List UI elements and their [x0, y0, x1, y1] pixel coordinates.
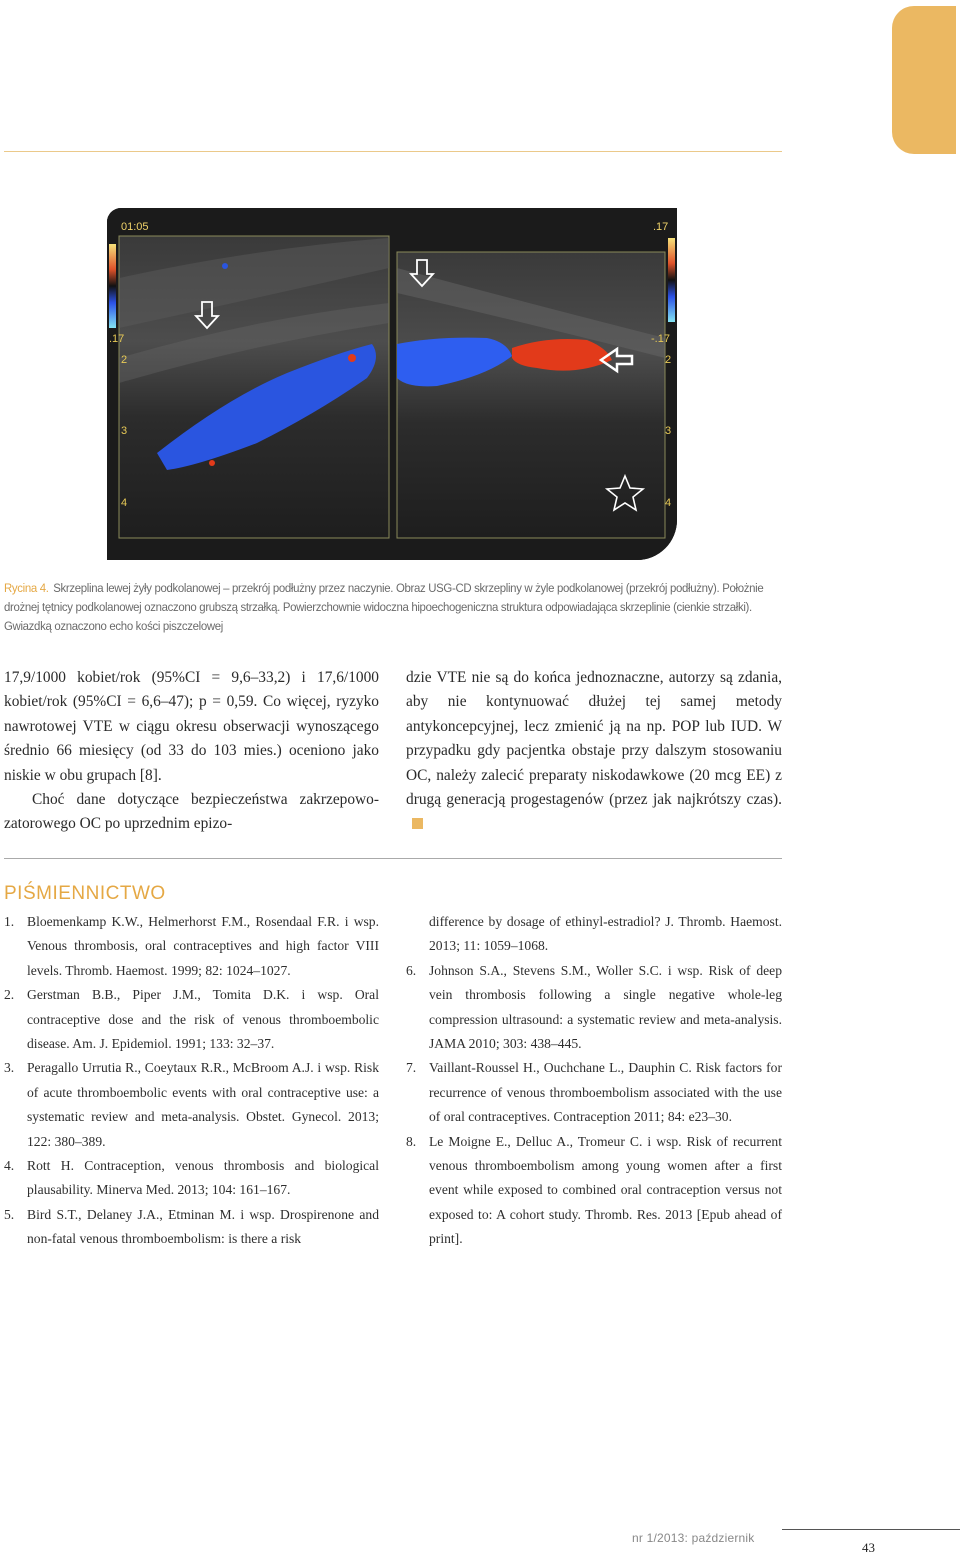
reference-number: 6.: [406, 962, 417, 978]
references-title: PIŚMIENNICTWO: [4, 883, 166, 904]
reference-item: [4, 983, 379, 1056]
reference-number: 7.: [406, 1060, 417, 1076]
page-number: 43: [862, 1540, 875, 1555]
body-paragraph: 17,9/1000 kobiet/rok (95%CI = 9,6–33,2) i 17,6/1000 kobiet/rok (95%CI = 6,6–47); p = 0,59. Co więcej, ryzyko nawrotowej VTE w ciągu okresu obserwacji wynoszącego średnio 66 miesięcy (od 33 do 103 mies.) oceniono jako niskie w obu grupach [8].: [4, 669, 379, 784]
footer-divider: [782, 1529, 960, 1530]
reference-item: [4, 1056, 379, 1154]
reference-number: 5.: [4, 1206, 15, 1222]
depth-mark: 2: [665, 354, 672, 366]
reference-text: Gerstman B.B., Piper J.M., Tomita D.K. i wsp. Oral contraceptive dose and the risk of venous thromboembolic disease. Am. J. Epidemiol. 1991; 133: 32–37.: [27, 987, 379, 1052]
reference-item: [406, 959, 782, 1057]
ultrasound-image: [107, 208, 677, 560]
end-mark-icon: [412, 818, 423, 829]
body-paragraph: [406, 666, 782, 837]
issue-label: nr 1/2013: październik: [632, 1531, 755, 1545]
reference-item-continued: difference by dosage of ethinyl-estradiol? J. Thromb. Haemost. 2013; 11: 1059–1068.: [429, 914, 782, 954]
reference-item: [4, 1154, 379, 1203]
reference-text: Vaillant-Roussel H., Ouchchane L., Dauphin C. Risk factors for recurrence of venous thromboembolism associated with the use of oral contraceptives. Contraception 2011; 84: e23–30.: [429, 1060, 782, 1125]
references-column-right: [406, 910, 782, 1252]
reference-text: Johnson S.A., Stevens S.M., Woller S.C. i wsp. Risk of deep vein thrombosis following a single negative whole-leg compression ultrasound: a systematic review and meta-analysis. JAMA 2010; 303: 438–445.: [429, 962, 782, 1052]
depth-mark: 3: [665, 425, 672, 437]
depth-mark: 3: [121, 425, 128, 437]
time-readout: 01:05: [121, 221, 149, 233]
reference-number: 3.: [4, 1060, 15, 1076]
body-column-left: [4, 666, 379, 837]
references-column-left: [4, 910, 379, 1252]
page-tab-decoration: [892, 6, 956, 154]
reference-item: [406, 1056, 782, 1129]
reference-number: 2.: [4, 987, 15, 1003]
reference-text: Bloemenkamp K.W., Helmerhorst F.M., Rosendaal F.R. i wsp. Venous thrombosis, oral contraceptives and high factor VIII levels. Thromb. Haemost. 1999; 82: 1024–1027.: [27, 914, 379, 978]
reference-item: [4, 910, 379, 983]
figure-caption: [4, 579, 782, 636]
depth-mark: 2: [121, 354, 128, 366]
body-paragraph: Choć dane dotyczące bezpieczeństwa zakrzepowo-zatorowego OC po uprzednim epizo-: [4, 791, 379, 833]
body-paragraph-text: dzie VTE nie są do końca jednoznaczne, autorzy są zdania, aby nie kontynuować dłużej tej samej metody antykoncepcyjnej, lecz zmienić ją na np. POP lub IUD. W przypadku gdy pacjentka obstaje przy dalszym stosowaniu OC, należy zalecić preparaty niskodawkowe (20 mcg EE) z drugą generacją progestagenów (przez jak najkrótszy czas).: [406, 669, 782, 809]
reference-item: [406, 1130, 782, 1252]
reference-item: [4, 1203, 379, 1252]
scale-readout-right: -.17: [651, 333, 670, 345]
section-divider: [4, 858, 782, 859]
reference-number: 4.: [4, 1158, 15, 1174]
ultrasound-figure: [107, 208, 677, 560]
depth-mark: 4: [665, 497, 672, 509]
reference-text: Bird S.T., Delaney J.A., Etminan M. i wsp. Drospirenone and non-fatal venous thromboembolism: is there a risk: [27, 1206, 379, 1247]
reference-text: Peragallo Urrutia R., Coeytaux R.R., McBroom A.J. i wsp. Risk of acute thromboembolic events with oral contraceptive use: a systematic review and meta-analysis. Obstet. Gynecol. 2013; 122: 380–389.: [27, 1060, 379, 1149]
depth-mark: 4: [121, 497, 128, 509]
reference-text: Le Moigne E., Delluc A., Tromeur C. i wsp. Risk of recurrent venous thromboembolism among young women after a first event while exposed to combined oral contraception versus not exposed to: A cohort study. Thromb. Res. 2013 [Epub ahead of print].: [429, 1133, 782, 1247]
body-column-right: [406, 666, 782, 837]
scale-readout-left: .17: [109, 333, 125, 345]
reference-text: Rott H. Contraception, venous thrombosis and biological plausability. Minerva Med. 2013; 104: 161–167.: [27, 1158, 379, 1198]
reference-number: 1.: [4, 914, 15, 929]
top-divider: [4, 151, 782, 152]
caption-text: Skrzeplina lewej żyły podkolanowej – przekrój podłużny przez naczynie. Obraz USG-CD skrzepliny w żyle podkolanowej (przekrój podłużny). Położnie drożnej tętnicy podkolanowej oznaczono grubszą strzałką. Powierzchownie widoczna hipoechogeniczna struktura odpowiadająca skrzeplinie (cienkie strzałki). Gwiazdką oznaczono echo kości piszczelowej: [4, 581, 764, 633]
caption-lead: Rycina 4.: [4, 581, 49, 595]
reference-number: 8.: [406, 1133, 417, 1149]
scale-readout-top: .17: [653, 221, 669, 233]
